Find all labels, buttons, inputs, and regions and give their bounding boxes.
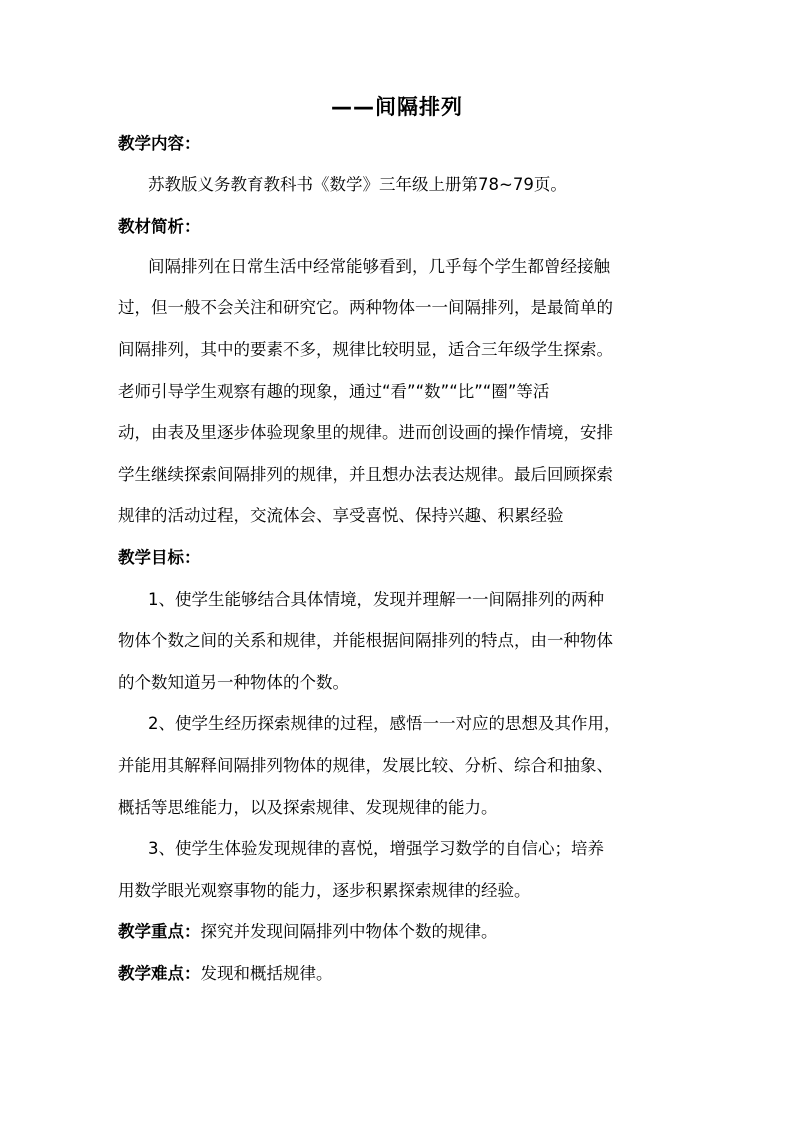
analysis-line: 间隔排列，其中的要素不多，规律比较明显，适合三年级学生探索。 (118, 340, 613, 359)
section-heading-content: 教学内容： (118, 134, 201, 153)
difficulty-line (118, 963, 333, 985)
goal-line: 的个数知道另一种物体的个数。 (118, 673, 349, 692)
goal-line: 3、使学生体验发现规律的喜悦，增强学习数学的自信心；培养 (148, 839, 604, 858)
goal-line: 1、使学生能够结合具体情境，发现并理解一一间隔排列的两种 (148, 590, 604, 609)
analysis-line: 动，由表及里逐步体验现象里的规律。进而创设画的操作情境，安排 (118, 423, 613, 442)
section-heading-analysis: 教材简析： (118, 217, 201, 236)
section-heading-key-point: 教学重点： (118, 922, 201, 941)
goal-line: 并能用其解释间隔排列物体的规律，发展比较、分析、综合和抽象、 (118, 756, 613, 775)
goal-line: 2、使学生经历探索规律的过程，感悟一一对应的思想及其作用， (148, 714, 621, 733)
section-heading-difficulty: 教学难点： (118, 964, 201, 983)
page-title: ——间隔排列 (331, 95, 463, 119)
content-line: 苏教版义务教育教科书《数学》三年级上册第78~79页。 (148, 175, 567, 194)
key-point-text: 探究并发现间隔排列中物体个数的规律。 (200, 922, 498, 941)
analysis-line: 老师引导学生观察有趣的现象，通过“看”“数”“比”“圈”等活 (118, 382, 550, 401)
key-point-line (118, 921, 498, 943)
section-heading-goals: 教学目标： (118, 548, 201, 567)
difficulty-text: 发现和概括规律。 (200, 964, 333, 983)
goal-line: 用数学眼光观察事物的能力，逐步积累探索规律的经验。 (118, 881, 531, 900)
analysis-line: 学生继续探索间隔排列的规律，并且想办法表达规律。最后回顾探索 (118, 465, 613, 484)
analysis-line: 间隔排列在日常生活中经常能够看到，几乎每个学生都曾经接触 (148, 257, 610, 276)
analysis-line: 过，但一般不会关注和研究它。两种物体一一间隔排列，是最简单的 (118, 298, 613, 317)
goal-line: 物体个数之间的关系和规律，并能根据间隔排列的特点，由一种物体 (118, 631, 613, 650)
goal-line: 概括等思维能力，以及探索规律、发现规律的能力。 (118, 798, 498, 817)
analysis-line: 规律的活动过程，交流体会、享受喜悦、保持兴趣、积累经验 (118, 506, 564, 525)
